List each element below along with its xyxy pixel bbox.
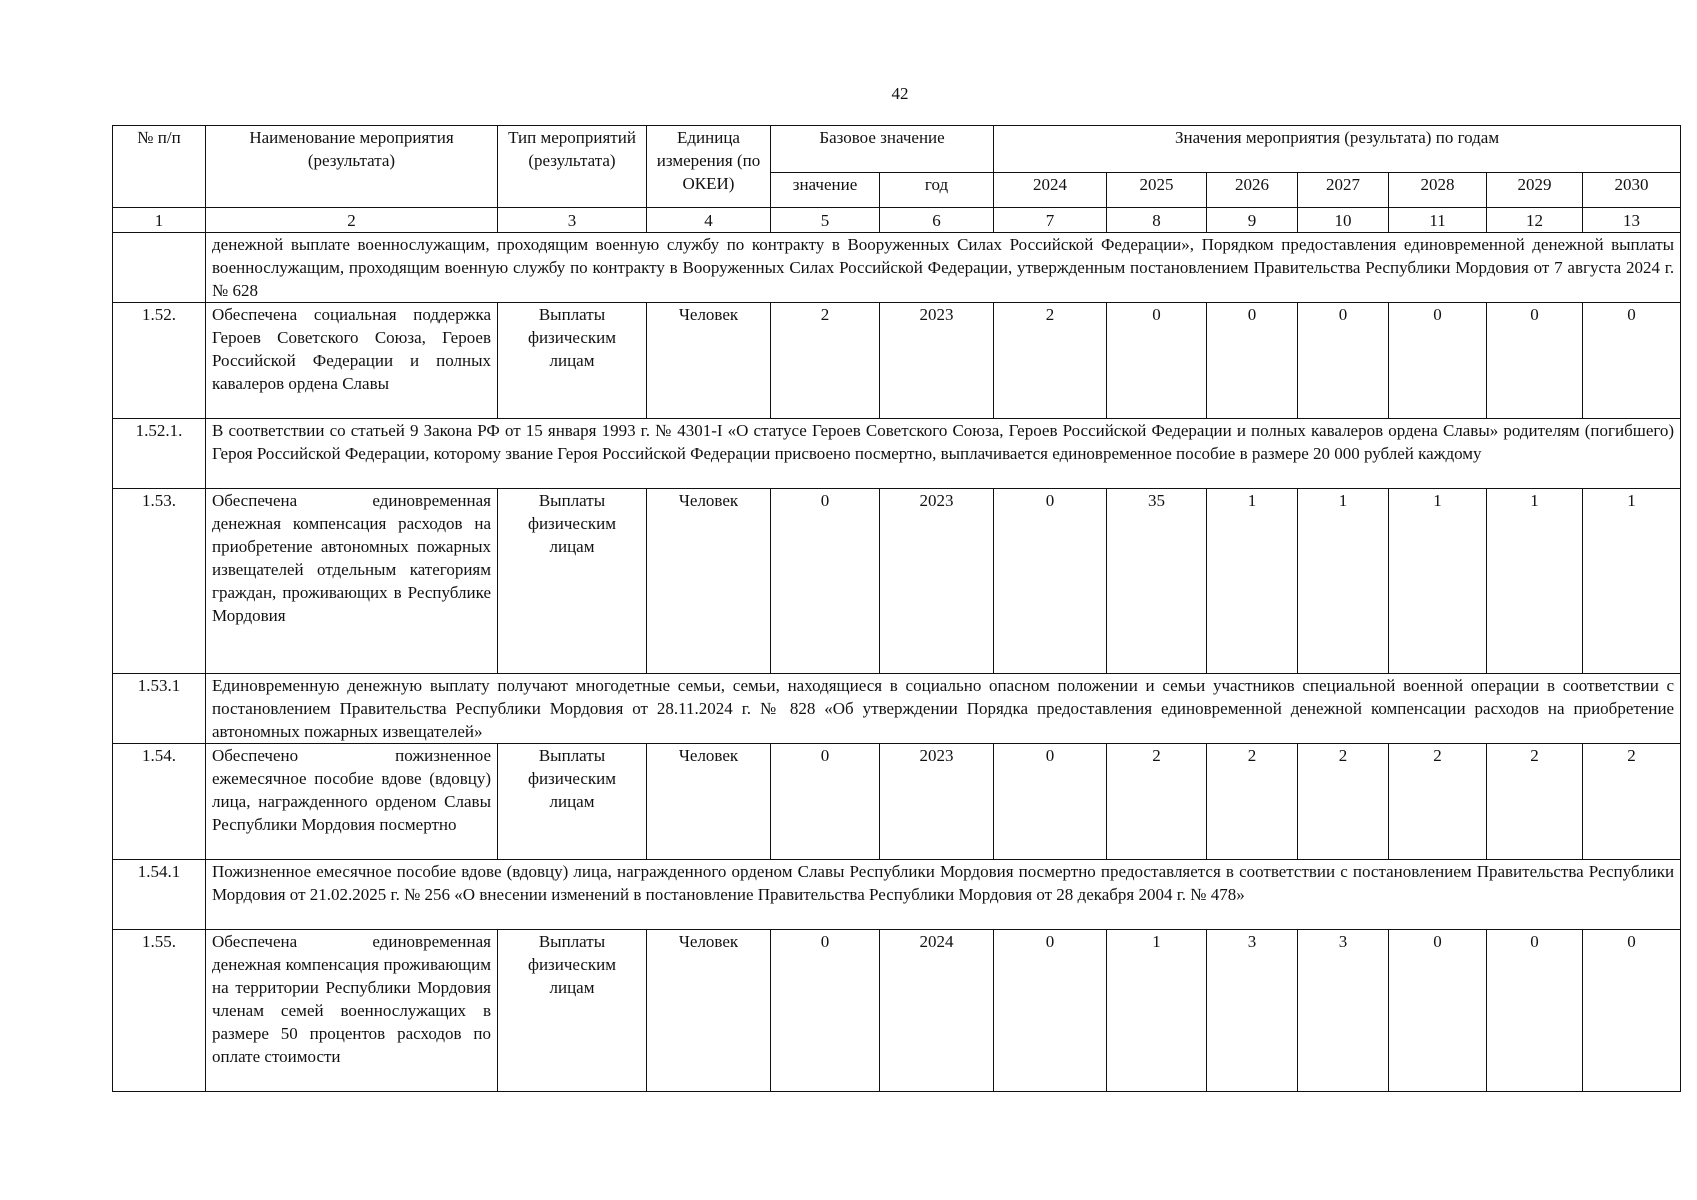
- column-number: 13: [1583, 208, 1681, 233]
- base-year: 2024: [880, 930, 994, 1092]
- year-value: 1: [1207, 489, 1298, 674]
- year-value: 3: [1207, 930, 1298, 1092]
- row-num: 1.54.1: [113, 860, 206, 930]
- header-by-years: Значения мероприятия (результата) по годам: [994, 126, 1681, 173]
- row-num: 1.52.1.: [113, 419, 206, 489]
- header-base: Базовое значение: [771, 126, 994, 173]
- base-year: 2023: [880, 744, 994, 860]
- row-num: 1.55.: [113, 930, 206, 1092]
- year-value: 2: [1207, 744, 1298, 860]
- note-row: [113, 674, 1681, 744]
- column-number: 2: [206, 208, 498, 233]
- year-value: 0: [1207, 303, 1298, 419]
- note-row: [113, 419, 1681, 489]
- year-value: 1: [1298, 489, 1389, 674]
- year-value: 2: [1298, 744, 1389, 860]
- note-row: [113, 860, 1681, 930]
- measure-type: Выплаты физическим лицам: [498, 489, 647, 674]
- column-number: 11: [1389, 208, 1487, 233]
- measure-unit: Человек: [647, 930, 771, 1092]
- year-value: 1: [1389, 489, 1487, 674]
- column-number: 4: [647, 208, 771, 233]
- measure-name: Обеспечена единовременная денежная компенсация проживающим на территории Республики Мордовия членам семей военнослужащих в размере 50 процентов расходов по оплате стоимости: [206, 930, 498, 1092]
- page-number: 42: [891, 84, 909, 103]
- column-number: 5: [771, 208, 880, 233]
- year-value: 0: [1389, 303, 1487, 419]
- year-value: 0: [1487, 303, 1583, 419]
- column-number: 7: [994, 208, 1107, 233]
- row-num: 1.54.: [113, 744, 206, 860]
- measure-type: Выплаты физическим лицам: [498, 303, 647, 419]
- year-value: 0: [1298, 303, 1389, 419]
- header-base-value: значение: [771, 173, 880, 208]
- year-value: 0: [1389, 930, 1487, 1092]
- base-year: 2023: [880, 303, 994, 419]
- header-year: 2029: [1487, 173, 1583, 208]
- year-value: 2: [994, 303, 1107, 419]
- measure-row: [113, 489, 1681, 674]
- year-value: 0: [1487, 930, 1583, 1092]
- header-type: Тип мероприятий (результата): [498, 126, 647, 208]
- year-value: 0: [994, 744, 1107, 860]
- note-row: [113, 233, 1681, 303]
- header-year: 2024: [994, 173, 1107, 208]
- header-year: 2028: [1389, 173, 1487, 208]
- header-year: 2030: [1583, 173, 1681, 208]
- column-number: 6: [880, 208, 994, 233]
- base-value: 0: [771, 744, 880, 860]
- measure-unit: Человек: [647, 303, 771, 419]
- measure-name: Обеспечено пожизненное ежемесячное пособие вдове (вдовцу) лица, награжденного орденом Славы Республики Мордовия посмертно: [206, 744, 498, 860]
- base-value: 2: [771, 303, 880, 419]
- column-number: 9: [1207, 208, 1298, 233]
- measure-unit: Человек: [647, 489, 771, 674]
- header-year: 2027: [1298, 173, 1389, 208]
- year-value: 35: [1107, 489, 1207, 674]
- year-value: 1: [1583, 489, 1681, 674]
- measure-type: Выплаты физическим лицам: [498, 744, 647, 860]
- base-year: 2023: [880, 489, 994, 674]
- base-value: 0: [771, 930, 880, 1092]
- column-numbers-row: [113, 208, 1681, 233]
- measure-row: [113, 303, 1681, 419]
- header-year: 2026: [1207, 173, 1298, 208]
- measure-row: [113, 930, 1681, 1092]
- row-num: 1.53.1: [113, 674, 206, 744]
- column-number: 8: [1107, 208, 1207, 233]
- year-value: 2: [1487, 744, 1583, 860]
- row-num: [113, 233, 206, 303]
- row-num: 1.52.: [113, 303, 206, 419]
- year-value: 2: [1389, 744, 1487, 860]
- measure-name: Обеспечена социальная поддержка Героев Советского Союза, Героев Российской Федерации и полных кавалеров ордена Славы: [206, 303, 498, 419]
- year-value: 2: [1107, 744, 1207, 860]
- column-number: 1: [113, 208, 206, 233]
- row-num: 1.53.: [113, 489, 206, 674]
- measure-name: Обеспечена единовременная денежная компенсация расходов на приобретение автономных пожарных извещателей отдельным категориям граждан, проживающих в Республике Мордовия: [206, 489, 498, 674]
- note-text: В соответствии со статьей 9 Закона РФ от 15 января 1993 г. № 4301-I «О статусе Героев Советского Союза, Героев Российской Федерации и полных кавалеров ордена Славы» родителям (погибшего) Героя Российской Федерации, которому звание Героя Российской Федерации присвоено посмертно, выплачивается единовременное пособие в размере 20 000 рублей каждому: [206, 419, 1681, 489]
- column-number: 12: [1487, 208, 1583, 233]
- year-value: 3: [1298, 930, 1389, 1092]
- measure-type: Выплаты физическим лицам: [498, 930, 647, 1092]
- measure-row: [113, 744, 1681, 860]
- header-name: Наименование мероприятия (результата): [206, 126, 498, 208]
- header-num: № п/п: [113, 126, 206, 208]
- year-value: 1: [1107, 930, 1207, 1092]
- year-value: 0: [1583, 930, 1681, 1092]
- note-text: денежной выплате военнослужащим, проходящим военную службу по контракту в Вооруженных Силах Российской Федерации», Порядком предоставления единовременной денежной выплаты военнослужащим, проходящим военную службу по контракту в Вооруженных Силах Российской Федерации, утвержденным постановлением Правительства Республики Мордовия от 7 августа 2024 г. № 628: [206, 233, 1681, 303]
- header-unit: Единица измерения (по ОКЕИ): [647, 126, 771, 208]
- year-value: 0: [1107, 303, 1207, 419]
- base-value: 0: [771, 489, 880, 674]
- year-value: 0: [994, 930, 1107, 1092]
- column-number: 3: [498, 208, 647, 233]
- note-text: Единовременную денежную выплату получают многодетные семьи, семьи, находящиеся в социально опасном положении и семьи участников специальной военной операции в соответствии с постановлением Правительства Республики Мордовия от 28.11.2024 г. № 828 «Об утверждении Порядка предоставления единовременной денежной компенсации расходов на приобретение автономных пожарных извещателей»: [206, 674, 1681, 744]
- measures-table: [112, 125, 1681, 1092]
- year-value: 0: [1583, 303, 1681, 419]
- note-text: Пожизненное емесячное пособие вдове (вдовцу) лица, награжденного орденом Славы Республики Мордовия посмертно предоставляется в соответствии с постановлением Правительства Республики Мордовия от 21.02.2025 г. № 256 «О внесении изменений в постановление Правительства Республики Мордовия от 28 декабря 2004 г. № 478»: [206, 860, 1681, 930]
- year-value: 0: [994, 489, 1107, 674]
- column-number: 10: [1298, 208, 1389, 233]
- year-value: 1: [1487, 489, 1583, 674]
- measure-unit: Человек: [647, 744, 771, 860]
- year-value: 2: [1583, 744, 1681, 860]
- header-base-year: год: [880, 173, 994, 208]
- header-year: 2025: [1107, 173, 1207, 208]
